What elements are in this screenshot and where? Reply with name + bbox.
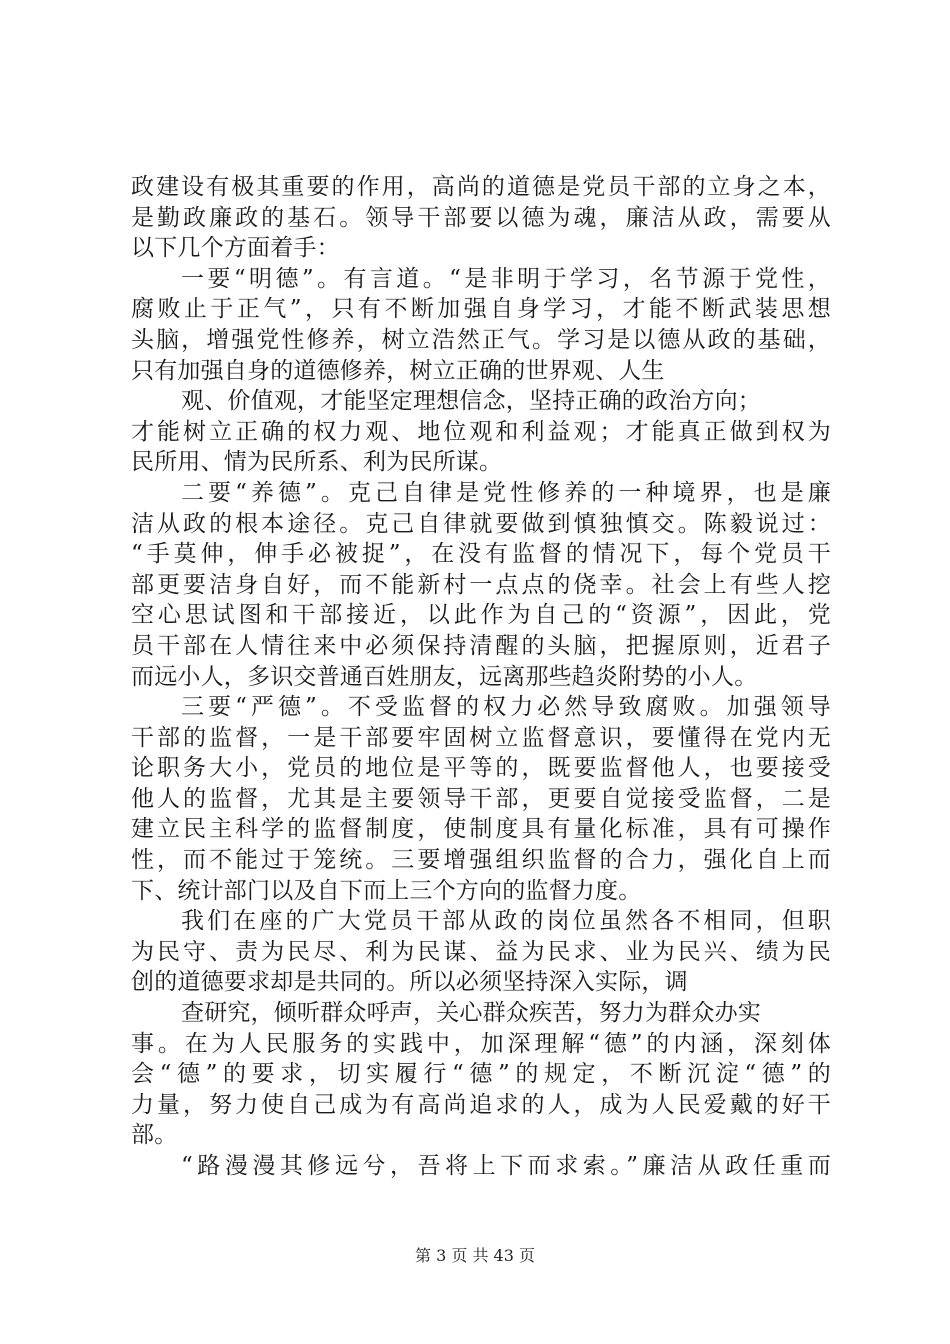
text-line: 空心思试图和干部接近，以此作为自己的“资源”，因此，党 xyxy=(131,602,831,629)
document-body xyxy=(131,172,831,1182)
text-line: 政建设有极其重要的作用，高尚的道德是党员干部的立身之本， xyxy=(131,174,831,200)
text-line: 是勤政廉政的基石。领导干部要以德为魂，廉洁从政，需要从 xyxy=(131,204,831,231)
text-line: 部。 xyxy=(131,1122,178,1149)
text-line: 洁从政的根本途径。克己自律就要做到慎独慎交。陈毅说过： xyxy=(131,510,831,537)
text-line: 会“德”的要求，切实履行“德”的规定，不断沉淀“德”的 xyxy=(131,1061,831,1088)
text-line: 腐败止于正气”，只有不断加强自身学习，才能不断武装思想 xyxy=(131,296,831,323)
text-line: 观、价值观，才能坚定理想信念，坚持正确的政治方向； xyxy=(181,388,761,415)
text-line: 事。在为人民服务的实践中，加深理解“德”的内涵，深刻体 xyxy=(131,1030,831,1057)
text-line: 二要“养德”。克己自律是党性修养的一种境界，也是廉 xyxy=(181,479,831,506)
text-line: “手莫伸，伸手必被捉”，在没有监督的情况下，每个党员干 xyxy=(131,541,831,568)
text-line: 下、统计部门以及自下而上三个方向的监督力度。 xyxy=(131,877,642,904)
text-line: 员干部在人情往来中必须保持清醒的头脑，把握原则，近君子 xyxy=(131,632,831,659)
text-line: 民所用、情为民所系、利为民所谋。 xyxy=(131,449,503,476)
text-line: 他人的监督，尤其是主要领导干部，更要自觉接受监督，二是 xyxy=(131,785,831,812)
text-line: 建立民主科学的监督制度，使制度具有量化标准，具有可操作 xyxy=(131,816,831,843)
text-line: 部更要洁身自好，而不能新村一点点的侥幸。社会上有些人挖 xyxy=(131,571,831,598)
text-line: 查研究，倾听群众呼声，关心群众疾苦，努力为群众办实 xyxy=(181,1000,761,1027)
text-line: 三要“严德”。不受监督的权力必然导致腐败。加强领导 xyxy=(181,694,831,721)
page-number-label: 第 3 页 共 43 页 xyxy=(415,1246,535,1265)
text-line: 而远小人，多识交普通百姓朋友，远离那些趋炎附势的小人。 xyxy=(131,663,758,690)
text-line: 论职务大小，党员的地位是平等的，既要监督他人，也要接受 xyxy=(131,755,831,782)
text-line: 以下几个方面着手： xyxy=(131,235,340,262)
text-line: 只有加强自身的道德修养，树立正确的世界观、人生 xyxy=(131,357,665,384)
text-line: 性，而不能过于笼统。三要增强组织监督的合力，强化自上而 xyxy=(131,847,831,874)
text-line: 力量，努力使自己成为有高尚追求的人，成为人民爱戴的好干 xyxy=(131,1091,831,1118)
text-line: 头脑，增强党性修养，树立浩然正气。学习是以德从政的基础， xyxy=(131,326,831,353)
text-line: 我们在座的广大党员干部从政的岗位虽然各不相同，但职 xyxy=(181,908,831,935)
text-line: 创的道德要求却是共同的。所以必须坚持深入实际，调 xyxy=(131,969,688,996)
text-line: 才能树立正确的权力观、地位观和利益观；才能真正做到权为 xyxy=(131,418,831,445)
text-line: 一要“明德”。有言道。“是非明于学习，名节源于党性， xyxy=(181,265,831,292)
text-line: 干部的监督，一是干部要牢固树立监督意识，要懂得在党内无 xyxy=(131,724,831,751)
text-line: 为民守、责为民尽、利为民谋、益为民求、业为民兴、绩为民 xyxy=(131,938,831,965)
page-footer xyxy=(0,1243,950,1266)
text-line: “路漫漫其修远兮，吾将上下而求索。”廉洁从政任重而 xyxy=(181,1153,831,1179)
